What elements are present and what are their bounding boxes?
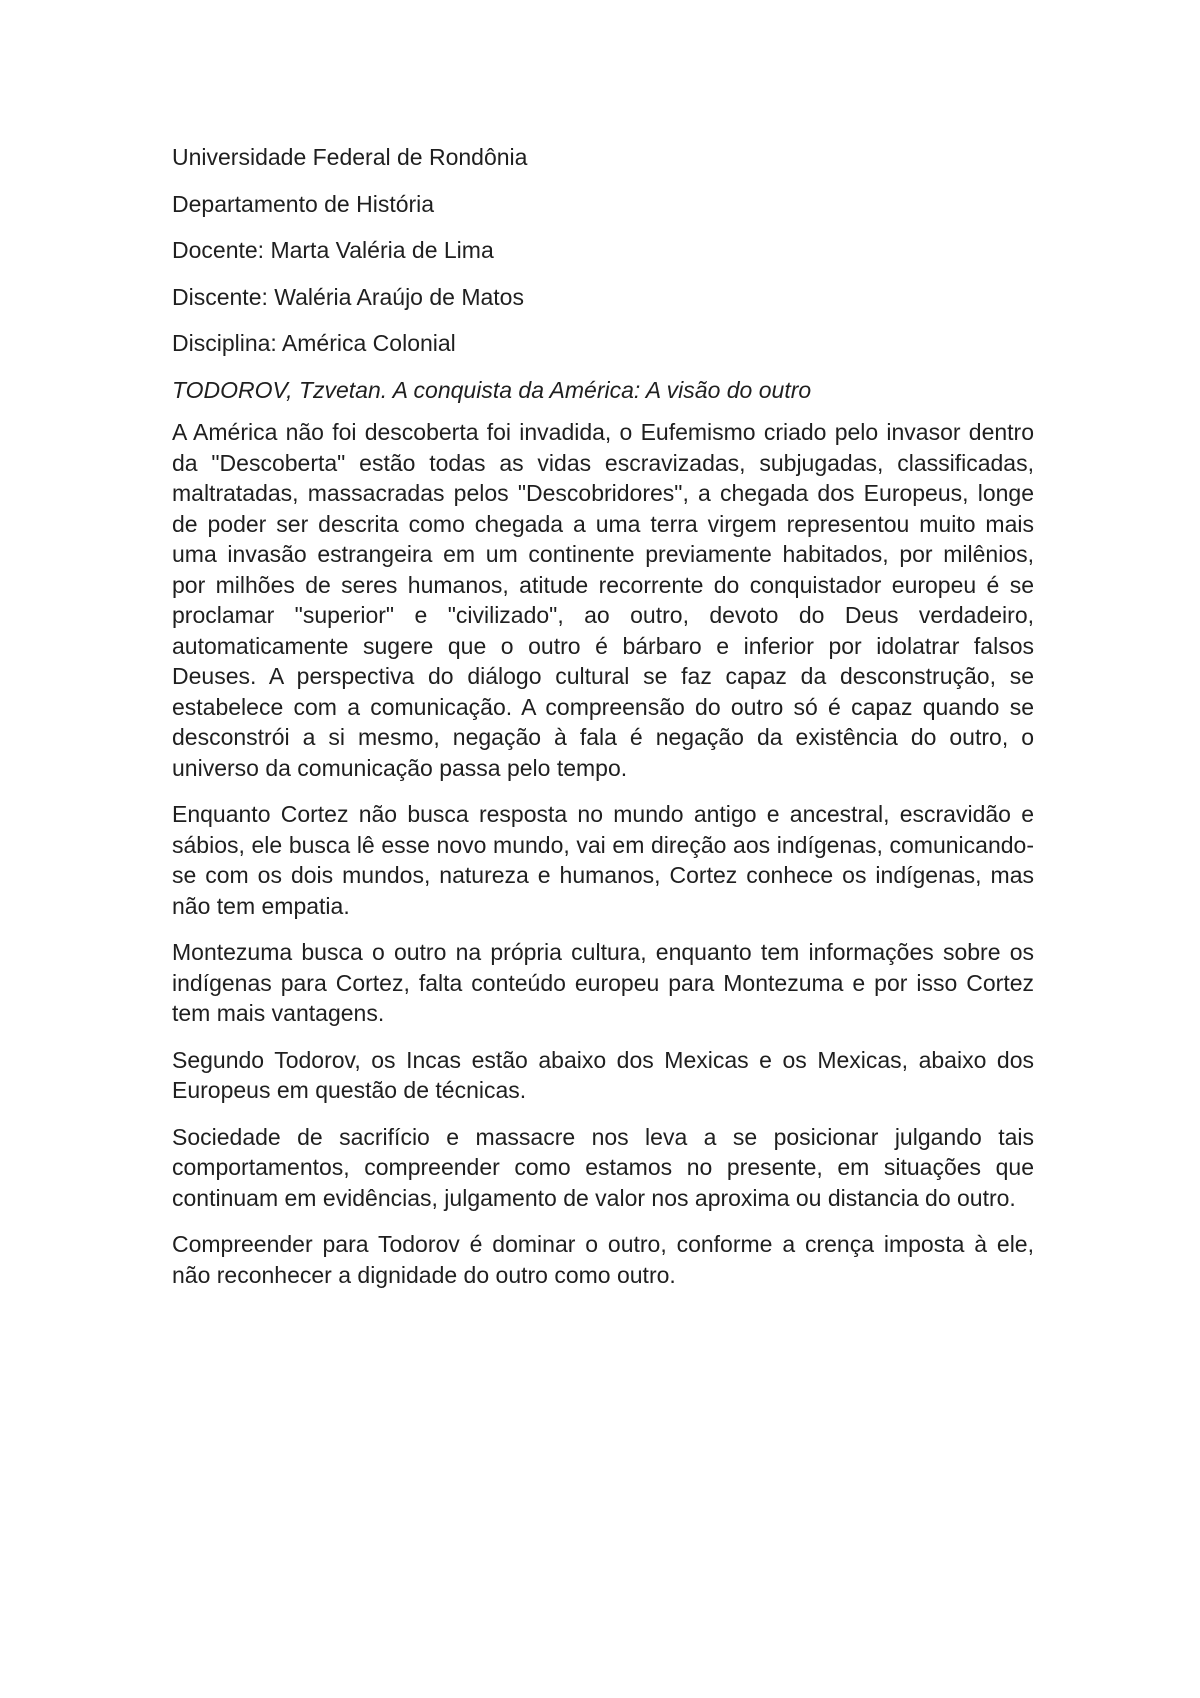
department-name: Departamento de História	[172, 190, 435, 217]
student-name: Discente: Waléria Araújo de Matos	[172, 283, 524, 310]
paragraph-2: Enquanto Cortez não busca resposta no mundo antigo e ancestral, escravidão e sábios, ele busca lê esse novo mundo, vai em direção aos indígenas, comunicando- se com os dois mundos, natureza e humanos, Cortez conhece os indígenas, mas não tem empatia.	[172, 801, 1034, 919]
paragraph-6: Compreender para Todorov é dominar o outro, conforme a crença imposta à ele, não reconhecer a dignidade do outro como outro.	[172, 1231, 1034, 1288]
course-name: Disciplina: América Colonial	[172, 330, 456, 356]
paragraph-4: Segundo Todorov, os Incas estão abaixo dos Mexicas e os Mexicas, abaixo dos Europeus em questão de técnicas.	[172, 1046, 1034, 1103]
document-body	[172, 142, 1034, 1306]
paragraph-5: Sociedade de sacrifício e massacre nos leva a se posicionar julgando tais comportamentos, compreender como estamos no presente, em situações que continuam em evidências, julgamento de valor nos aproxima ou distancia do outro.	[172, 1123, 1034, 1211]
teacher-name: Docente: Marta Valéria de Lima	[172, 237, 494, 263]
paragraph-1: A América não foi descoberta foi invadida, o Eufemismo criado pelo invasor dentro da "Descoberta" estão todas as vidas escravizadas, subjugadas, classificadas, maltratadas, massacradas pelos "Descobridores", a chegada dos Europeus, longe de poder ser descrita como chegada a uma terra virgem representou muito mais uma invasão estrangeira em um continente previamente habitados, por milênios, por milhões de seres humanos, atitude recorrente do conquistador europeu é se proclamar "superior" e "civilizado", ao outro, devoto do Deus verdadeiro, automaticamente sugere que o outro é bárbaro e inferior por idolatrar falsos Deuses. A perspectiva do diálogo cultural se faz capaz da desconstrução, se estabelece com a comunicação. A compreensão do outro só é capaz quando se desconstrói a si mesmo, negação à fala é negação da existência do outro, o universo da comunicação passa pelo tempo.	[172, 419, 1034, 781]
university-name: Universidade Federal de Rondônia	[172, 144, 528, 170]
book-citation: TODOROV, Tzvetan. A conquista da América: A visão do outro	[172, 376, 812, 403]
paragraph-3: Montezuma busca o outro na própria cultura, enquanto tem informações sobre os indígenas para Cortez, falta conteúdo europeu para Montezuma e por isso Cortez tem mais vantagens.	[172, 939, 1034, 1026]
